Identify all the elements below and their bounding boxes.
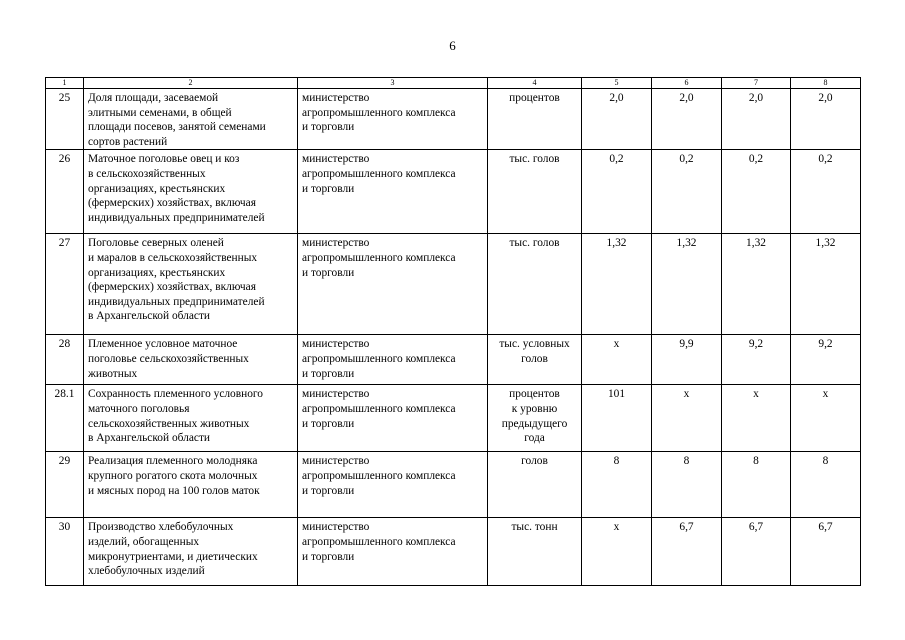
- value-cell: 9,2: [722, 335, 791, 385]
- value-cell: 0,2: [582, 150, 652, 234]
- value-cell: 9,9: [652, 335, 722, 385]
- unit-of-measure: тыс. условных голов: [488, 335, 582, 385]
- row-number: 26: [46, 150, 84, 234]
- column-number: 8: [791, 78, 861, 89]
- value-cell: 2,0: [652, 89, 722, 150]
- value-cell: 8: [652, 452, 722, 518]
- indicator-name: Маточное поголовье овец и коз в сельскохозяйственных организациях, крестьянских (фермерских) хозяйствах, включая индивидуальных предпринимателей: [84, 150, 298, 234]
- indicator-name: Поголовье северных оленей и маралов в сельскохозяйственных организациях, крестьянских (фермерских) хозяйствах, включая индивидуальных предпринимателей в Архангельской области: [84, 234, 298, 335]
- table-row: [46, 385, 861, 452]
- table-row: [46, 452, 861, 518]
- column-number: 4: [488, 78, 582, 89]
- value-cell: 1,32: [722, 234, 791, 335]
- responsible-body: министерство агропромышленного комплекса и торговли: [298, 518, 488, 586]
- responsible-body: министерство агропромышленного комплекса и торговли: [298, 150, 488, 234]
- value-cell: 6,7: [722, 518, 791, 586]
- value-cell: х: [722, 385, 791, 452]
- value-cell: 0,2: [722, 150, 791, 234]
- unit-of-measure: тыс. тонн: [488, 518, 582, 586]
- indicator-name: Реализация племенного молодняка крупного рогатого скота молочных и мясных пород на 100 голов маток: [84, 452, 298, 518]
- value-cell: 0,2: [791, 150, 861, 234]
- value-cell: 8: [582, 452, 652, 518]
- unit-of-measure: тыс. голов: [488, 234, 582, 335]
- page-number: 6: [449, 38, 456, 53]
- value-cell: 6,7: [652, 518, 722, 586]
- row-number: 30: [46, 518, 84, 586]
- unit-of-measure: процентов: [488, 89, 582, 150]
- indicator-name: Производство хлебобулочных изделий, обогащенных микронутриентами, и диетических хлебобулочных изделий: [84, 518, 298, 586]
- value-cell: 1,32: [652, 234, 722, 335]
- value-cell: 101: [582, 385, 652, 452]
- row-number: 27: [46, 234, 84, 335]
- unit-of-measure: тыс. голов: [488, 150, 582, 234]
- value-cell: 1,32: [791, 234, 861, 335]
- column-number: 3: [298, 78, 488, 89]
- value-cell: 0,2: [652, 150, 722, 234]
- value-cell: х: [582, 518, 652, 586]
- responsible-body: министерство агропромышленного комплекса и торговли: [298, 452, 488, 518]
- table-header-row: [46, 78, 861, 89]
- table-row: [46, 89, 861, 150]
- indicators-table: [45, 77, 861, 586]
- value-cell: 6,7: [791, 518, 861, 586]
- column-number: 6: [652, 78, 722, 89]
- column-number: 2: [84, 78, 298, 89]
- row-number: 28.1: [46, 385, 84, 452]
- value-cell: 2,0: [582, 89, 652, 150]
- unit-of-measure: процентов к уровню предыдущего года: [488, 385, 582, 452]
- unit-of-measure: голов: [488, 452, 582, 518]
- table-row: [46, 518, 861, 586]
- responsible-body: министерство агропромышленного комплекса и торговли: [298, 234, 488, 335]
- value-cell: 2,0: [791, 89, 861, 150]
- value-cell: х: [652, 385, 722, 452]
- row-number: 28: [46, 335, 84, 385]
- column-number: 1: [46, 78, 84, 89]
- indicator-name: Сохранность племенного условного маточного поголовья сельскохозяйственных животных в Архангельской области: [84, 385, 298, 452]
- value-cell: 9,2: [791, 335, 861, 385]
- value-cell: х: [582, 335, 652, 385]
- row-number: 25: [46, 89, 84, 150]
- table-row: [46, 150, 861, 234]
- column-number: 5: [582, 78, 652, 89]
- responsible-body: министерство агропромышленного комплекса и торговли: [298, 385, 488, 452]
- value-cell: 2,0: [722, 89, 791, 150]
- table-row: [46, 234, 861, 335]
- value-cell: х: [791, 385, 861, 452]
- value-cell: 8: [722, 452, 791, 518]
- responsible-body: министерство агропромышленного комплекса и торговли: [298, 89, 488, 150]
- table-row: [46, 335, 861, 385]
- responsible-body: министерство агропромышленного комплекса и торговли: [298, 335, 488, 385]
- indicator-name: Доля площади, засеваемой элитными семенами, в общей площади посевов, занятой семенами сортов растений: [84, 89, 298, 150]
- value-cell: 1,32: [582, 234, 652, 335]
- value-cell: 8: [791, 452, 861, 518]
- row-number: 29: [46, 452, 84, 518]
- column-number: 7: [722, 78, 791, 89]
- indicator-name: Племенное условное маточное поголовье сельскохозяйственных животных: [84, 335, 298, 385]
